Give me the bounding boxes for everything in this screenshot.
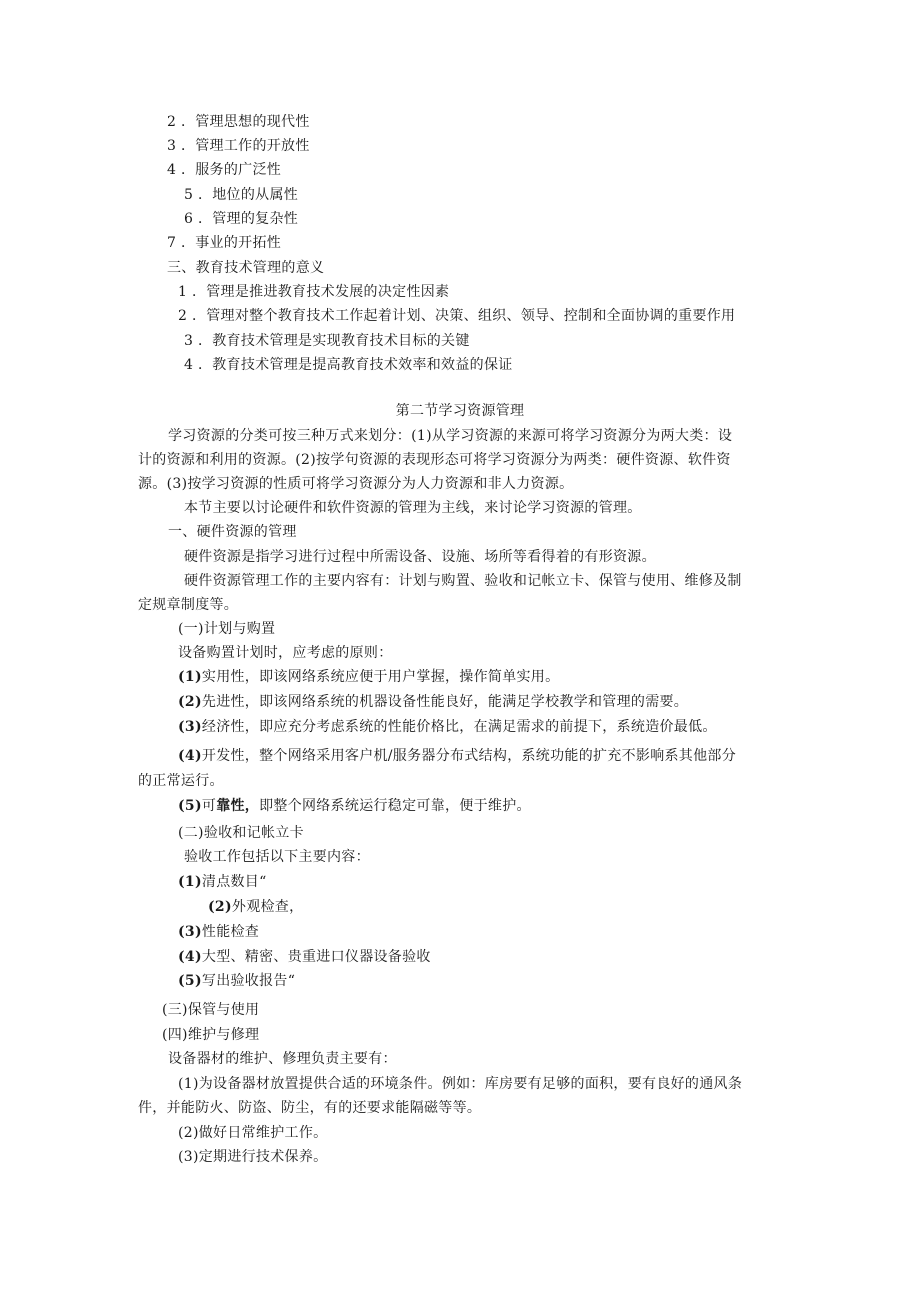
acceptance-num: (4) <box>178 949 202 965</box>
principles-intro: 设备购置计划时，应考虑的原则： <box>178 645 393 661</box>
heading-hardware: 一、硬件资源的管理 <box>168 524 297 540</box>
list-item-2: 2 ．管理思想的现代性 <box>167 114 310 130</box>
maintenance-1-line-1: (1)为设备器材放置提供合适的环境条件。例如：库房要有足够的面积，要有良好的通风条 <box>178 1076 743 1092</box>
acceptance-5 <box>178 972 295 990</box>
intro-line-2: 计的资源和利用的资源。(2)按学句资源的表现形态可将学习资源分为两类：硬件资源、软件资 <box>138 452 731 468</box>
principle-num: (5) <box>178 798 202 814</box>
acceptance-num: (5) <box>178 973 202 989</box>
acceptance-num: (1) <box>178 874 202 890</box>
principle-2 <box>178 693 688 711</box>
main-line: 本节主要以讨论硬件和软件资源的管理为主线，来讨论学习资源的管理。 <box>184 500 642 516</box>
intro-line-1: 学习资源的分类可按三种万式来划分：(1)从学习资源的来源可将学习资源分为两大类：设 <box>168 428 733 444</box>
principle-4-continued: 的正常运行。 <box>138 773 224 789</box>
principle-text: 即整个网络系统运行稳定可靠，便于维护。 <box>259 798 531 814</box>
principle-num: (4) <box>178 748 202 764</box>
acceptance-3 <box>178 923 259 941</box>
principle-text: 先进性，即该网络系统的机器设备性能良好，能满足学校教学和管理的需要。 <box>201 694 689 710</box>
principle-num: (3) <box>178 719 202 735</box>
principle-num: (1) <box>178 669 202 685</box>
significance-item-4: 4 ．教育技术管理是提高教育技术效率和效益的保证 <box>184 357 513 373</box>
sub-heading-plan: (一)计划与购置 <box>178 621 276 637</box>
acceptance-text: 写出验收报告“ <box>201 973 296 989</box>
acceptance-2 <box>208 898 303 916</box>
principle-text: 实用性，即该网络系统应便于用户掌握，操作简单实用。 <box>201 669 560 685</box>
principle-text: 经济性，即应充分考虑系统的性能价格比，在满足需求的前提下，系统造价最低。 <box>201 719 717 735</box>
acceptance-num: (2) <box>208 899 232 915</box>
list-item-5: 5 ．地位的从属性 <box>184 187 299 203</box>
principle-3 <box>178 718 717 736</box>
maintenance-1-line-2: 件，并能防火、防盗、防尘，有的还要求能隔磁等等。 <box>138 1100 482 1116</box>
sub-heading-acceptance: (二)验收和记帐立卡 <box>178 825 304 841</box>
acceptance-intro: 验收工作包括以下主要内容： <box>184 849 370 865</box>
acceptance-1 <box>178 873 267 891</box>
hardware-definition: 硬件资源是指学习进行过程中所需设备、设施、场所等看得着的有形资源。 <box>184 549 656 565</box>
principle-5 <box>178 797 531 815</box>
hardware-work-line-1: 硬件资源管理工作的主要内容有：计划与购置、验收和记帐立卡、保管与使用、维修及制 <box>184 573 742 589</box>
hardware-work-line-2: 定规章制度等。 <box>138 597 239 613</box>
list-item-6: 6 ．管理的复杂性 <box>184 211 299 227</box>
principle-text: 开发性，整个网络采用客户机/服务器分布式结构，系统功能的扩充不影响系其他部分 <box>201 748 737 764</box>
acceptance-4 <box>178 948 431 966</box>
sub-heading-storage: (三)保管与使用 <box>162 1002 260 1018</box>
heading-significance: 三、教育技术管理的意义 <box>167 260 325 276</box>
acceptance-text: 性能检查 <box>201 924 260 940</box>
maintenance-2: (2)做好日常维护工作。 <box>178 1125 328 1141</box>
acceptance-text: 大型、精密、贵重进口仪器设备验收 <box>201 949 431 965</box>
principle-text-pre: 可 <box>201 798 217 814</box>
principle-4 <box>178 747 736 765</box>
maintenance-3: (3)定期进行技术保养。 <box>178 1149 328 1165</box>
principle-text-bold: 靠性， <box>216 798 260 814</box>
maintenance-intro: 设备器材的维护、修理负责主要有： <box>168 1051 397 1067</box>
list-item-7: 7 ．事业的开拓性 <box>167 235 282 251</box>
intro-line-3: 源。(3)按学习资源的性质可将学习资源分为人力资源和非人力资源。 <box>138 476 574 492</box>
section-title: 第二节学习资源管理 <box>395 403 525 419</box>
principle-num: (2) <box>178 694 202 710</box>
acceptance-text: 外观检查， <box>231 899 304 915</box>
acceptance-num: (3) <box>178 924 202 940</box>
principle-1 <box>178 668 559 686</box>
significance-item-3: 3 ．教育技术管理是实现教育技术目标的关键 <box>184 333 470 349</box>
list-item-3: 3 ．管理工作的开放性 <box>167 138 310 154</box>
significance-item-1: 1 ．管理是推进教育技术发展的决定性因素 <box>178 284 450 300</box>
sub-heading-maintenance: (四)维护与修理 <box>162 1027 260 1043</box>
acceptance-text: 清点数目“ <box>201 874 267 890</box>
significance-item-2: 2 ．管理对整个教育技术工作起着计划、决策、组织、领导、控制和全面协调的重要作用 <box>178 308 736 324</box>
list-item-4: 4 ．服务的广泛性 <box>167 162 282 178</box>
